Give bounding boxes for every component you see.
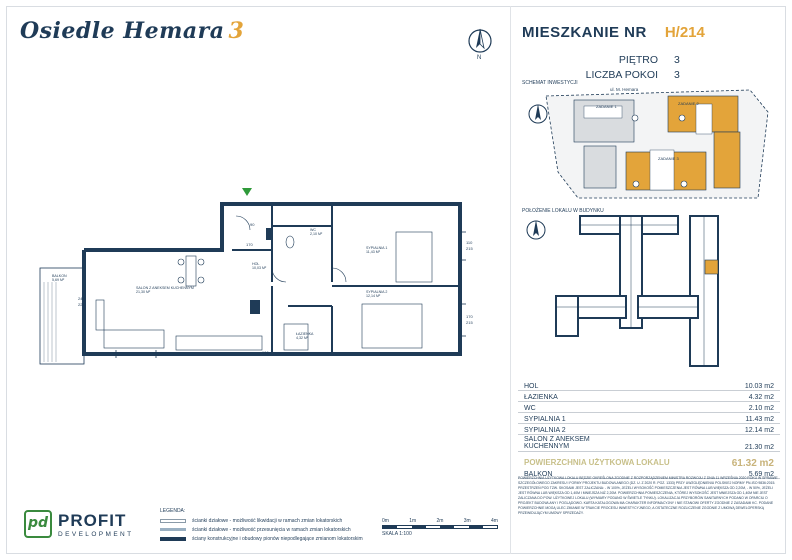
scheme-north-icon xyxy=(529,104,547,123)
north-arrow-icon xyxy=(467,26,493,60)
area-row xyxy=(518,380,780,391)
area-value: 12.14 m2 xyxy=(744,427,774,434)
scale-tick: 2m xyxy=(436,518,444,524)
floor-row xyxy=(540,52,748,67)
svg-text:N: N xyxy=(477,55,482,60)
legend-item: ściany konstrukcyjne i obudowy pionów niepodlegające zmianom lokatorskim xyxy=(160,534,363,543)
area-name: SYPIALNIA 1 xyxy=(524,415,566,423)
legend-item: ścianki działowe - możliwość przesunięcia w ramach zmian lokatorskich xyxy=(160,525,363,534)
scale-tick: 1m xyxy=(409,518,417,524)
scale-bar xyxy=(382,518,498,537)
area-row xyxy=(518,402,780,413)
apartment-info xyxy=(540,52,748,82)
area-row xyxy=(518,435,780,452)
building-location-map xyxy=(520,212,782,376)
dim-label: 90 xyxy=(250,222,255,227)
legend xyxy=(160,508,363,543)
dim-label: 215 xyxy=(466,246,473,251)
area-row xyxy=(518,391,780,402)
scheme-caption: SCHEMAT INWESTYCJI xyxy=(522,80,578,86)
area-name: ŁAZIENKA xyxy=(524,393,558,401)
balcony-value: 5.69 m2 xyxy=(748,470,774,478)
brand-logo xyxy=(20,18,244,44)
area-value: 2.10 m2 xyxy=(748,405,774,412)
scale-tick: 4m xyxy=(491,518,498,524)
floor-label: PIĘTRO xyxy=(618,53,658,66)
developer-tagline: DEVELOPMENT xyxy=(58,530,134,538)
apartment-title xyxy=(522,24,705,41)
area-name: HOL xyxy=(524,382,539,390)
area-value: 10.03 m2 xyxy=(744,383,774,390)
area-row xyxy=(518,413,780,424)
building-north-icon xyxy=(527,220,545,239)
total-area-label: POWIERZCHNIA UŻYTKOWA LOKALU xyxy=(524,457,670,467)
room-label-bedroom-1: SYPIALNIA 1 11,43 M² xyxy=(366,246,388,255)
disclaimer-text: POWIERZCHNIA UŻYTKOWA LOKALU BĘDZIE OKREŚLONA ZGODNIE Z ROZPORZĄDZENIEM MINISTRA ROZWOJU Z DNIA 11 WRZEŚNIA 2020 ROKU W SPRAWIE SZCZEGÓŁOWEGO ZAKRESU I FORMY PROJEKTU BUDOWLANEGO (DZ. U. Z 2020 R. POZ. 1333) PRZY UWZGLĘDNIENIU POLSKIEJ NORMY PN-ISO 9836:2015. PRZESTRZEŃ POD TZW. SKOSAMI JEST ZALICZANA: - W 100%, JEŻELI WYSOKOŚĆ POMIESZCZENIA JEST RÓWNA LUB WIĘKSZA OD 2,20M, - W 50%, JEŻELI JEST RÓWNA LUB WIĘKSZA OD 1,40M I MNIEJSZA NIŻ 2,20M. POWIERZCHNIA POMIESZCZENIA, KTÓREJ WYSOKOŚĆ JEST MNIEJSZA OD 1,40M NIE JEST ZALICZANA DO POW. UŻYTKOWEJ LOKALU (WYMIARY PODANO W ŚWIETLE TYNKU). LOKALIZACJA PRZYBORÓW SANITARNYCH PODANO W OPARCIU O PROJEKT BUDOWLANY I POGLĄDOWO. KARTA KATALOGOWA MA CHARAKTER INFORMACYJNY I NIE STANOWI OFERTY ZGODNIE Z ZASADAMI KC. PODANE POWIERZCHNIE MOGĄ ULEC ZMIANIE W TRAKCIE PROCESU INWESTYCYJNEGO, A OSTATECZNE ROZLICZENIE ZGODNIE Z UMOWĄ DEWELOPERSKĄ PRZEWIDUJĄCYM UMOWY SPRZEDAŻY. xyxy=(518,476,778,515)
developer-name: PROFIT xyxy=(58,510,127,530)
dim-label: 170 xyxy=(466,314,473,319)
developer-logo xyxy=(24,510,134,538)
dim-label: 110 xyxy=(466,240,473,245)
apartment-label: MIESZKANIE NR xyxy=(522,24,647,41)
rooms-value: 3 xyxy=(674,68,680,81)
room-label-living: SALON Z ANEKSEM KUCHENNYM 21,30 M² xyxy=(136,286,194,295)
dim-label: 100 xyxy=(262,350,269,355)
street-label: ul. M. Hemara xyxy=(610,87,639,92)
floor-value: 3 xyxy=(674,53,680,66)
scale-tick: 3m xyxy=(463,518,471,524)
legend-title: LEGENDA: xyxy=(160,508,186,514)
room-label-bathroom: ŁAZIENKA 4,32 M² xyxy=(296,332,314,341)
investment-scheme xyxy=(518,82,780,200)
area-row xyxy=(518,424,780,435)
room-label-hall: HOL 10,03 M² xyxy=(252,262,267,271)
panel-divider xyxy=(510,6,511,554)
scale-caption: SKALA 1:100 xyxy=(382,531,412,537)
building-caption: POŁOŻENIE LOKALU W BUDYNKU xyxy=(522,208,604,214)
brand-number: 3 xyxy=(228,18,245,44)
dim-label: 215 xyxy=(466,320,473,325)
area-name: SALON Z ANEKSEM KUCHENNYM xyxy=(524,436,590,451)
dim-label: 240 xyxy=(78,296,85,301)
total-area-row xyxy=(518,452,780,469)
dim-label: 225 xyxy=(78,302,85,307)
floor-plan xyxy=(36,186,500,374)
area-value: 21.30 m2 xyxy=(744,443,774,451)
brand-name: Osiedle Hemara xyxy=(20,18,225,44)
pd-logo-icon: pd xyxy=(24,510,52,538)
room-label-bedroom-2: SYPIALNIA 2 12,14 M² xyxy=(366,290,388,299)
area-name: WC xyxy=(524,404,536,412)
total-area-value: 61.32 m2 xyxy=(731,457,774,469)
room-label-balcony: BALKON 5,69 M² xyxy=(52,274,67,283)
area-name: SYPIALNIA 2 xyxy=(524,426,566,434)
apartment-number: H/214 xyxy=(664,24,705,41)
zone-3-label: ZADANIE 3 xyxy=(658,156,679,161)
dim-label: 170 xyxy=(246,242,253,247)
rooms-label: LICZBA POKOI xyxy=(585,68,658,81)
zone-2-label: ZADANIE 2 xyxy=(678,101,699,106)
area-value: 11.43 m2 xyxy=(745,416,774,423)
room-label-wc: WC 2,10 M² xyxy=(310,228,323,237)
legend-item: ścianki działowe - możliwość likwidacji w ramach zmian lokatorskich xyxy=(160,516,363,525)
area-value: 4.32 m2 xyxy=(748,394,774,401)
zone-1-label: ZADANIE 1 xyxy=(596,104,617,109)
balcony-label: BALKON xyxy=(524,470,553,478)
area-table xyxy=(518,380,780,479)
scale-tick: 0m xyxy=(382,518,389,524)
entrance-marker-icon xyxy=(242,188,252,196)
